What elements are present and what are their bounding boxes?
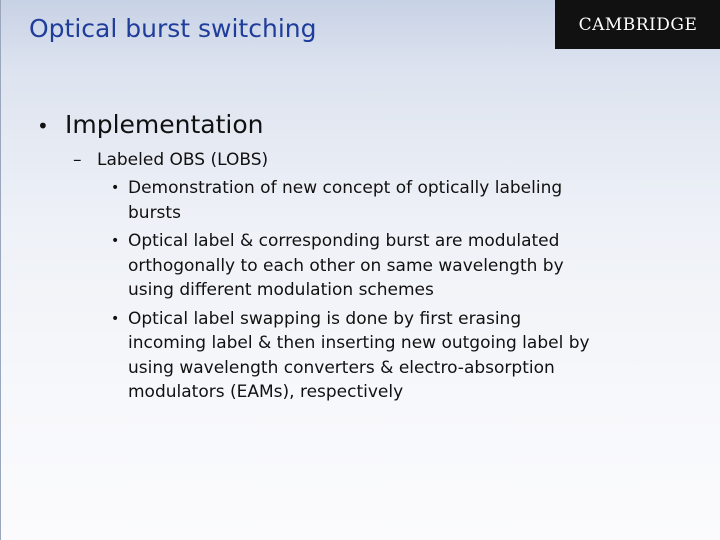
bullet-text: Labeled OBS (LOBS) xyxy=(97,150,269,170)
bullet-level3-item xyxy=(111,307,651,405)
bullet-marker: • xyxy=(37,114,49,138)
dash-marker: – xyxy=(73,150,82,170)
logo-text: CAMBRIDGE xyxy=(578,14,698,35)
bullet-text: Implementation xyxy=(65,110,264,139)
bullet-level1 xyxy=(37,110,264,139)
slide-title: Optical burst switching xyxy=(29,14,317,43)
slide-body xyxy=(1,0,720,540)
bullet-level3-list xyxy=(111,176,651,409)
bullet-level3-item xyxy=(111,229,651,303)
bullet-text: Optical label & corresponding burst are modulated orthogonally to each other on same wavelength by using different modulation schemes xyxy=(128,231,564,300)
bullet-marker: • xyxy=(111,310,120,327)
bullet-marker: • xyxy=(111,233,120,249)
bullet-text: Demonstration of new concept of optically labeling bursts xyxy=(128,178,563,223)
bullet-marker: • xyxy=(111,180,120,196)
bullet-text: Optical label swapping is done by first erasing incoming label & then inserting new outgoing label by using wavelength converters & electro-absorption modulators (EAMs), respectively xyxy=(128,308,590,402)
bullet-level3-item xyxy=(111,176,651,225)
bullet-level2 xyxy=(73,150,268,170)
